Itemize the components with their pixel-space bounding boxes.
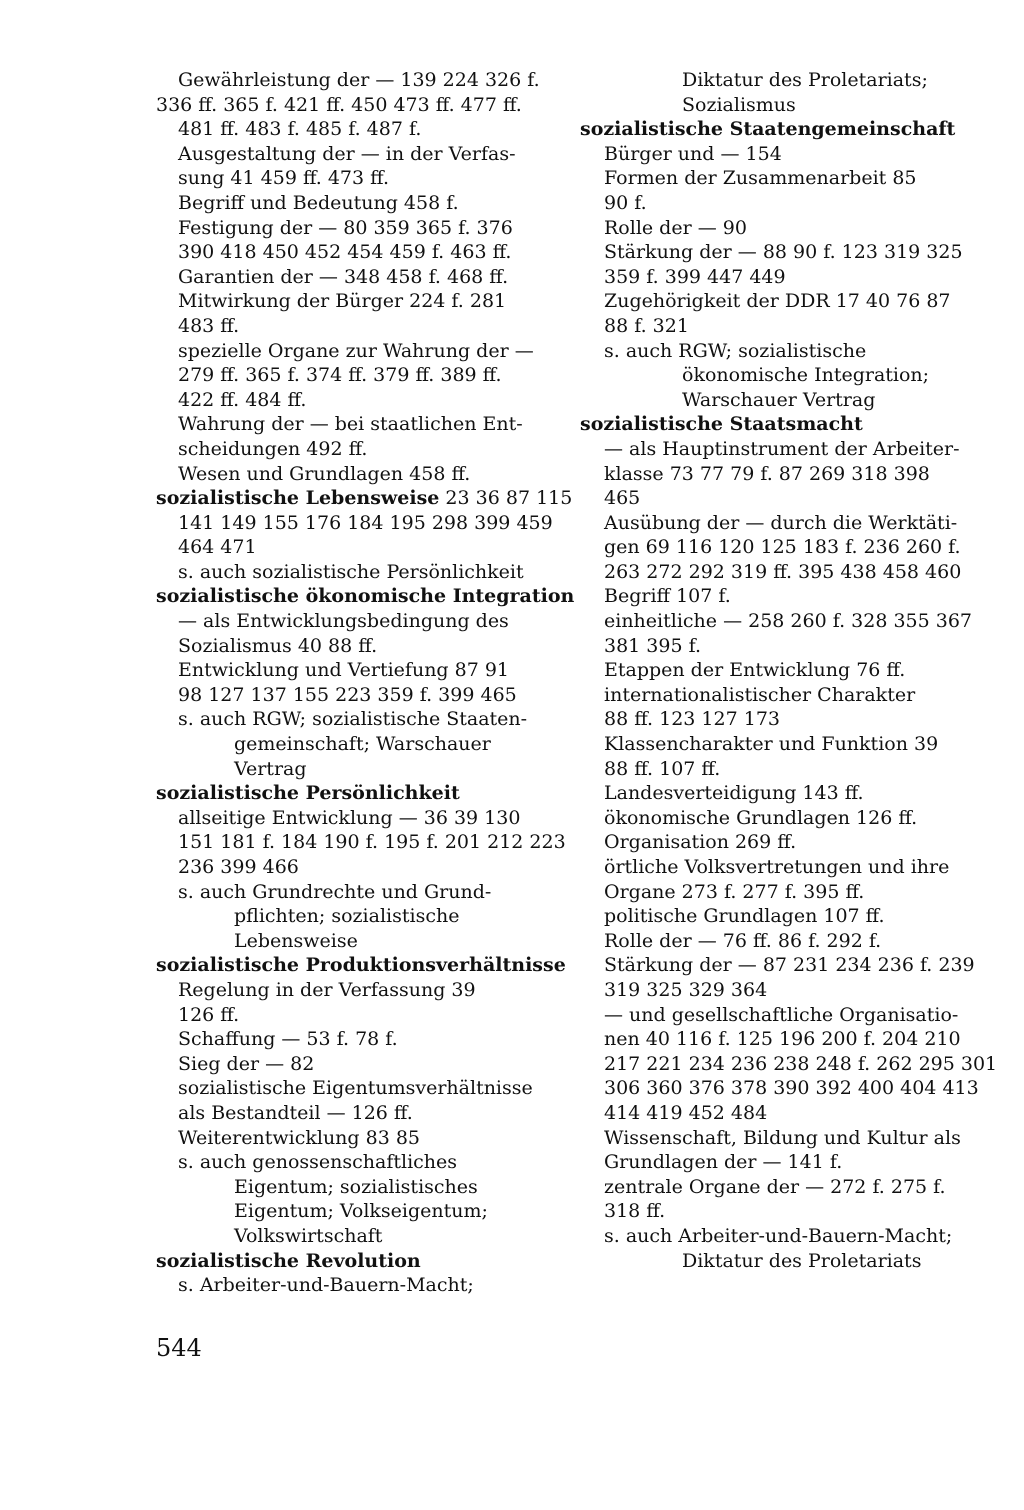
- entry-text: pflichten; sozialistische: [234, 905, 460, 928]
- entry-text: Entwicklung und Vertiefung 87 91: [178, 659, 510, 682]
- index-entry: [580, 1224, 985, 1249]
- entry-pages: 23 36 87 115: [439, 487, 573, 510]
- index-entry: [580, 240, 985, 265]
- index-entry: [156, 1199, 556, 1224]
- entry-text: Begriff und Bedeutung 458 f.: [178, 191, 459, 214]
- entry-text: zentrale Organe der — 272 f. 275 f.: [604, 1175, 946, 1198]
- index-entry: [580, 929, 985, 954]
- index-heading: [580, 117, 985, 142]
- entry-text: Wesen und Grundlagen 458 ff.: [178, 462, 471, 485]
- entry-text: 319 325 329 364: [604, 978, 768, 1001]
- entry-text: Bürger und — 154: [604, 142, 782, 165]
- index-entry: [156, 1052, 556, 1077]
- entry-text: örtliche Volksvertretungen und ihre: [604, 856, 950, 878]
- index-entry: [580, 486, 985, 511]
- entry-text: Etappen der Entwicklung 76 ff.: [604, 659, 906, 682]
- index-entry: [580, 683, 985, 708]
- entry-text: sozialistische Staatsmacht: [580, 413, 863, 436]
- index-entry: [580, 535, 985, 560]
- index-entry: [580, 1101, 985, 1126]
- entry-text: 141 149 155 176 184 195 298 399 459: [178, 511, 553, 534]
- index-entry: [580, 584, 985, 609]
- index-entry: [580, 511, 985, 536]
- index-entry: [580, 166, 985, 191]
- entry-text: als Bestandteil — 126 ff.: [178, 1101, 413, 1124]
- entry-text: 88 ff. 123 127 173: [604, 708, 780, 731]
- entry-text: 481 ff. 483 f. 485 f. 487 f.: [178, 118, 422, 141]
- index-entry: [156, 560, 556, 585]
- index-entry: [580, 609, 985, 634]
- index-entry: [156, 314, 556, 339]
- index-heading: [156, 486, 573, 511]
- index-entry: [156, 1101, 556, 1126]
- index-entry: [580, 142, 985, 167]
- entry-text: Organe 273 f. 277 f. 395 ff.: [604, 880, 865, 903]
- index-entry: [156, 191, 556, 216]
- entry-text: ökonomische Integration;: [682, 364, 930, 387]
- entry-text: internationalistischer Charakter: [604, 683, 916, 706]
- page-number: 544: [156, 1334, 202, 1362]
- entry-text: spezielle Organe zur Wahrung der —: [178, 339, 534, 362]
- left-column: [156, 68, 575, 1298]
- entry-text: 306 360 376 378 390 392 400 404 413: [604, 1077, 979, 1100]
- index-entry: [156, 462, 556, 487]
- entry-text: Sozialismus: [682, 93, 796, 116]
- index-entry: [156, 830, 566, 855]
- index-entry: [156, 437, 556, 462]
- entry-text: gen 69 116 120 125 183 f. 236 260 f.: [604, 536, 961, 559]
- entry-text: s. Arbeiter-und-Bauern-Macht;: [178, 1274, 474, 1297]
- entry-text: Wissenschaft, Bildung und Kultur als: [604, 1126, 961, 1149]
- entry-text: Sozialismus 40 88 ff.: [178, 634, 378, 657]
- entry-text: Klassencharakter und Funktion 39: [604, 733, 939, 756]
- entry-text: sung 41 459 ff. 473 ff.: [178, 167, 390, 190]
- index-entry: [580, 191, 985, 216]
- index-entry: [580, 1027, 985, 1052]
- entry-text: Schaffung — 53 f. 78 f.: [178, 1028, 398, 1051]
- entry-text: sozialistische Produktionsverhältnisse: [156, 954, 566, 977]
- index-entry: [156, 289, 556, 314]
- index-entry: [580, 806, 985, 831]
- index-entry: [156, 1076, 556, 1101]
- entry-text: Festigung der — 80 359 365 f. 376: [178, 216, 513, 239]
- index-entry: [580, 363, 985, 388]
- index-heading: [580, 412, 985, 437]
- index-entry: [156, 978, 556, 1003]
- entry-text: allseitige Entwicklung — 36 39 130: [178, 806, 521, 829]
- index-entry: [156, 683, 556, 708]
- index-entry: [580, 1175, 985, 1200]
- entry-text: 483 ff.: [178, 314, 240, 337]
- index-entry: [156, 1224, 556, 1249]
- index-entry: [580, 855, 985, 880]
- entry-text: sozialistische Persönlichkeit: [156, 782, 460, 805]
- entry-text: 126 ff.: [178, 1003, 240, 1026]
- index-entry: [156, 1273, 556, 1298]
- entry-text: 336 ff. 365 f. 421 ff. 450 473 ff. 477 ff.: [156, 93, 522, 116]
- entry-text: 464 471: [178, 536, 257, 559]
- index-entry: [156, 142, 556, 167]
- index-entry: [156, 732, 556, 757]
- entry-text: 414 419 452 484: [604, 1101, 768, 1124]
- entry-text: Stärkung der — 88 90 f. 123 319 325: [604, 241, 963, 264]
- entry-text: Gewährleistung der — 139 224 326 f.: [178, 69, 540, 91]
- entry-text: Wahrung der — bei staatlichen Ent-: [178, 413, 523, 436]
- entry-text: nen 40 116 f. 125 196 200 f. 204 210: [604, 1028, 961, 1051]
- entry-text: s. auch Arbeiter-und-Bauern-Macht;: [604, 1224, 953, 1247]
- entry-text: 98 127 137 155 223 359 f. 399 465: [178, 683, 517, 706]
- entry-text: 90 f.: [604, 191, 647, 214]
- index-entry: [580, 757, 985, 782]
- entry-text: sozialistische Staatengemeinschaft: [580, 118, 956, 141]
- index-entry: [580, 880, 985, 905]
- entry-text: sozialistische Revolution: [156, 1249, 421, 1272]
- entry-text: Sieg der — 82: [178, 1052, 315, 1075]
- entry-text: — als Hauptinstrument der Arbeiter-: [604, 437, 960, 460]
- index-entry: [580, 1150, 985, 1175]
- entry-text: Garantien der — 348 458 f. 468 ff.: [178, 265, 509, 288]
- index-entry: [156, 757, 556, 782]
- index-entry: [580, 1052, 998, 1077]
- entry-text: Organisation 269 ff.: [604, 831, 797, 854]
- index-heading: [156, 953, 566, 978]
- entry-text: 217 221 234 236 238 248 f. 262 295 301: [604, 1052, 998, 1075]
- entry-text: politische Grundlagen 107 ff.: [604, 905, 885, 928]
- entry-text: gemeinschaft; Warschauer: [234, 733, 491, 756]
- right-column: [580, 68, 998, 1273]
- entry-text: sozialistische Lebensweise: [156, 487, 440, 510]
- index-entry: [156, 511, 556, 536]
- index-entry: [156, 880, 556, 905]
- index-entry: [156, 68, 556, 93]
- entry-text: 318 ff.: [604, 1200, 666, 1223]
- entry-text: Warschauer Vertrag: [682, 388, 876, 411]
- index-entry: [156, 216, 556, 241]
- index-entry: [156, 707, 556, 732]
- entry-text: s. auch Grundrechte und Grund-: [178, 880, 492, 903]
- index-entry: [156, 1027, 556, 1052]
- index-entry: [156, 240, 556, 265]
- index-entry: [580, 658, 985, 683]
- index-entry: [156, 535, 556, 560]
- index-entry: [580, 1199, 985, 1224]
- entry-text: Eigentum; Volkseigentum;: [234, 1200, 488, 1223]
- entry-text: Rolle der — 90: [604, 216, 747, 239]
- entry-text: Landesverteidigung 143 ff.: [604, 782, 864, 805]
- index-entry: [580, 93, 985, 118]
- index-entry: [580, 634, 985, 659]
- index-entry: [580, 904, 985, 929]
- index-entry: [580, 707, 985, 732]
- index-entry: [156, 363, 556, 388]
- entry-text: s. auch sozialistische Persönlichkeit: [178, 560, 524, 583]
- entry-text: 279 ff. 365 f. 374 ff. 379 ff. 389 ff.: [178, 364, 502, 387]
- entry-text: 390 418 450 452 454 459 f. 463 ff.: [178, 241, 512, 264]
- entry-text: 422 ff. 484 ff.: [178, 388, 307, 411]
- index-entry: [580, 462, 985, 487]
- index-entry: [580, 1003, 985, 1028]
- index-entry: [156, 117, 556, 142]
- index-entry: [156, 166, 556, 191]
- entry-text: s. auch genossenschaftliches: [178, 1151, 458, 1174]
- entry-text: scheidungen 492 ff.: [178, 437, 368, 460]
- entry-text: 151 181 f. 184 190 f. 195 f. 201 212 223: [178, 831, 566, 854]
- entry-text: s. auch RGW; sozialistische Staaten-: [178, 708, 528, 731]
- entry-text: sozialistische Eigentumsverhältnisse: [178, 1077, 533, 1100]
- index-entry: [580, 1249, 985, 1274]
- entry-text: Ausgestaltung der — in der Verfas-: [178, 142, 516, 165]
- index-entry: [580, 978, 985, 1003]
- index-entry: [156, 609, 556, 634]
- index-entry: [580, 560, 985, 585]
- entry-text: einheitliche — 258 260 f. 328 355 367: [604, 610, 973, 633]
- index-entry: [580, 339, 985, 364]
- index-entry: [156, 93, 556, 118]
- entry-text: ökonomische Grundlagen 126 ff.: [604, 806, 918, 829]
- index-heading: [156, 781, 556, 806]
- index-entry: [156, 388, 556, 413]
- index-entry: [580, 68, 985, 93]
- index-entry: [580, 732, 985, 757]
- index-entry: [580, 289, 985, 314]
- index-entry: [580, 388, 985, 413]
- entry-text: Grundlagen der — 141 f.: [604, 1151, 843, 1174]
- entry-text: Lebensweise: [234, 929, 358, 952]
- entry-text: 465: [604, 487, 641, 510]
- index-entry: [580, 1126, 985, 1151]
- index-entry: [156, 1175, 556, 1200]
- entry-text: 263 272 292 319 ff. 395 438 458 460: [604, 560, 962, 583]
- entry-text: Stärkung der — 87 231 234 236 f. 239: [604, 954, 975, 977]
- index-entry: [580, 216, 985, 241]
- index-entry: [580, 781, 985, 806]
- index-entry: [156, 265, 556, 290]
- entry-text: Regelung in der Verfassung 39: [178, 978, 476, 1001]
- entry-text: Vertrag: [234, 757, 307, 780]
- index-entry: [580, 953, 985, 978]
- entry-text: — als Entwicklungsbedingung des: [178, 610, 509, 633]
- index-entry: [156, 634, 556, 659]
- index-entry: [156, 339, 556, 364]
- entry-text: Ausübung der — durch die Werktäti-: [604, 511, 958, 534]
- entry-text: sozialistische ökonomische Integration: [156, 585, 575, 608]
- index-entry: [156, 806, 556, 831]
- entry-text: Rolle der — 76 ff. 86 f. 292 f.: [604, 929, 882, 952]
- entry-text: — und gesellschaftliche Organisatio-: [604, 1003, 959, 1026]
- entry-text: Mitwirkung der Bürger 224 f. 281: [178, 290, 507, 313]
- index-heading: [156, 1249, 556, 1274]
- index-entry: [580, 314, 985, 339]
- entry-text: Begriff 107 f.: [604, 585, 731, 608]
- index-entry: [580, 830, 985, 855]
- index-entry: [156, 904, 556, 929]
- index-entry: [156, 1150, 556, 1175]
- index-entry: [156, 412, 556, 437]
- index-entry: [580, 265, 985, 290]
- entry-text: 88 f. 321: [604, 314, 689, 337]
- entry-text: Formen der Zusammenarbeit 85: [604, 167, 917, 190]
- entry-text: 359 f. 399 447 449: [604, 265, 786, 288]
- entry-text: Zugehörigkeit der DDR 17 40 76 87: [604, 290, 951, 313]
- index-entry: [156, 929, 556, 954]
- entry-text: klasse 73 77 79 f. 87 269 318 398: [604, 462, 930, 485]
- entry-text: Volkswirtschaft: [234, 1224, 383, 1247]
- entry-text: 88 ff. 107 ff.: [604, 757, 721, 780]
- index-entry: [580, 437, 985, 462]
- index-entry: [156, 1126, 556, 1151]
- entry-text: Diktatur des Proletariats;: [682, 69, 928, 91]
- index-entry: [156, 658, 556, 683]
- index-entry: [156, 1003, 556, 1028]
- entry-text: Diktatur des Proletariats: [682, 1249, 922, 1272]
- index-entry: [156, 855, 556, 880]
- entry-text: 381 395 f.: [604, 634, 702, 657]
- entry-text: s. auch RGW; sozialistische: [604, 339, 867, 362]
- index-entry: [580, 1076, 985, 1101]
- entry-text: Eigentum; sozialistisches: [234, 1175, 478, 1198]
- entry-text: 236 399 466: [178, 856, 299, 878]
- index-heading: [156, 584, 575, 609]
- entry-text: Weiterentwicklung 83 85: [178, 1126, 421, 1149]
